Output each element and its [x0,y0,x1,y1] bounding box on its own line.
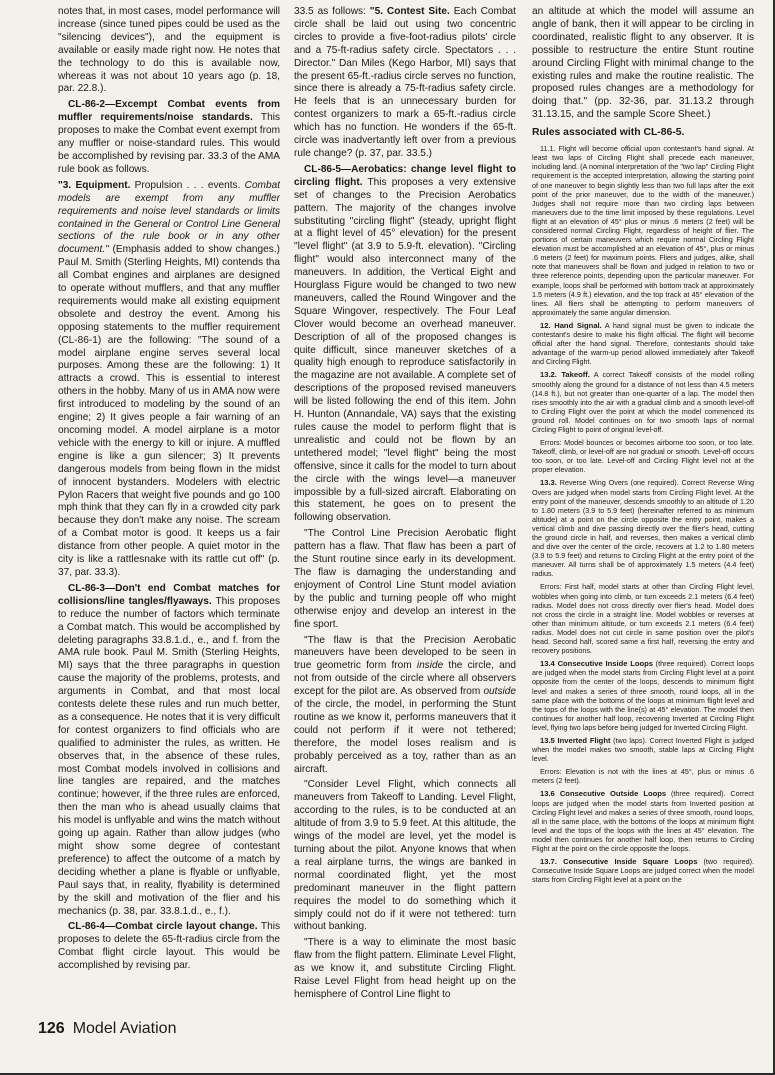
rule-heading: 13.6 Consecutive Outside Loops [540,789,667,799]
rule-item-cl-86-2 [58,99,280,176]
rule-heading: 13.7. Consecutive Inside Square Loops [540,857,698,867]
rule-text: This proposes a very extensive set of changes to the Precision Aerobatics pattern. The majority of the changes involve substituting "circling flight" (steady, upright flight at a flight level of 45° elevation) for the present "level flight" (at 3.9 to 5.9-ft. elevation). "Circling flight" would also interconnect many of the maneuvers. In addition, the Vertical Eight and Hourglass Figure would be changed to two new maneuvers, called the Round Wingover and the Square Wingover, respectively. The Four Leaf Clover would become an overhead maneuver. Description of all of the proposed changes is quite difficult, since maneuver sketches of a quality high enough to reproduce satisfactorily in the magazine are not available. A complete set of descriptions of the proposed revised maneuvers will be listed following the end of this item. John H. Hunton (Annandale, VA) says that the existing rules cause the model to perform flight that is unrealistic and could not be flown by an untethered model; "level flight" being the most offensive, since it calls for the model to turn about the circle with the wings level—a maneuver impossible by a full-sized aircraft. Elaborating on this statement, he goes on to present the following observation. [294,176,516,524]
rule-heading: 12. Hand Signal. [540,320,602,330]
rule-text: This proposes to reduce the number of factors which terminate a Combat match. This would be accomplished by deleting paragraphs 33.8.1.d., e., and f. from the AMA rule book. Paul M. Smith (Sterling Heights, MI) says that the three paragraphs in question cause the majority of the problems, protests, and arguments in Combat, and that most local contests delete these rules and run much better, as a consequence. He notes that it is very difficult for contest organizers to find officials who are qualified to administer the rules, as written. He observes that, in the absence of these rules, most Combat models involved in collisions and line tangles are repaired, and the matches continue; however, if the three rules are enforced, then the man who is ahead usually claims that his model is unflyable and wins the match without going up again. Rather than allow judges (who might show some degree of contestant preference) to affect the outcome of a match by deciding whether a plane is flyable or unflyable, Paul says that, in reality, flyability is determined by the skill and motivation of the flier and his mechanics (p. 38, par. 33.8.1.d., e., f.). [58,595,280,917]
quote-emphasis: outside [483,686,516,698]
rule-heading: 13.2. Takeoff. [540,370,590,380]
column-right [532,6,754,1040]
rule-13-2-errors: Errors: Model bounces or becomes airborne too soon, or too late. Takeoff, climb, or level-off are not gradual or smooth. Level-off occurs too soon, or too late. Level-off and Circling Flight level not at the proper elevation. [532,438,754,475]
rule-13-4 [532,659,754,732]
rule-heading: 13.5 Inverted Flight [540,735,611,745]
column-middle [294,6,516,1040]
rule-13-2 [532,370,754,434]
rule-text: (two laps). Correct Inverted Flight is judged when the model makes two smooth, stable laps at Circling Flight level. [532,735,754,764]
rule-quote [58,180,280,580]
rule-quote-heading: "5. Contest Site. [369,6,450,17]
quote-emphasis: inside [416,660,444,672]
quote-text: "The flaw is that the Precision Aerobatic maneuvers have been developed to be seen in true geometric form from [294,634,516,672]
rule-item-cl-86-3 [58,583,280,919]
magazine-title: Model Aviation [72,1020,177,1037]
rule-12 [532,321,754,366]
paragraph-text: Each Combat circle shall be laid out using two concentric circles to provide a five-foot-radius pilots' circle and a 75-ft-radius safety circle. Spectators . . . Director." Dan Miles (Kego Harbor, MI) says that the present 65-ft.-radius circle serves no function, since there is already a 75-ft-radius safety circle. He feels that is an unnecessary burden for contest organizers to mark a 65-ft.-radius circle which has no function. He wonders if the 65-ft. circle was inadvertantly left over from a previous rule change? (p. 37, par. 33.5.) [294,6,516,159]
rule-quote-emphasis: Combat models are exempt from any muffler requirements and noise level standards or limits contained in the General or Control Line General sections of the rule book or in any other document." [58,179,280,256]
rule-heading: CL-86-2—Excempt Combat events from muffler requirements/noise standards. [58,99,280,124]
rule-13-6 [532,789,754,853]
rule-quote-comment: (Emphasis added to show changes.) Paul M. Smith (Sterling Heights, MI) contends tha all Combat engines and airplanes are designed to operate without mufflers, and that any muffler requirements would make all existing equipment obsolete and destroy the event. Among his opposing statements to the muffler requirement (CL-86-1) are the following: "The sound of a model airplane engine serves several local purposes. Among these are the following: 1) It attracts a crowd. This is essential to interest others in the hobby. Many of us in AMA now were first introduced to modeling by the sound of an engine; 2) It gives people a fair warning of an oncoming model. A model airplane is a motor vehicle with the energy to kill or injure. A muffled engine is like a gun silencer; 3) It prevents dangerous models from being flown in the midst of innocent bystanders. Modelers with electric Pylon Racers that weight five pounds and go 100 mph think that they can fly in a crowded city park because they don't make any noise. The scream of a Combat motor is good. It keeps us a fair distance from other people. A quiet motor in the city is like a rattlesnake with its rattle cut off" (p. 37, par. 33.3). [58,244,280,578]
column-left [58,6,280,1010]
paragraph [294,6,516,161]
rule-heading: 13.4 Consecutive Inside Loops [540,659,654,669]
rule-text: (three required). Correct loops are judged when the model starts from Inverted position at Circling Flight level and makes a series of three smooth, round loops, all in the same place, with the bottoms of the loops at minimum flight level and the tops of the loops with the lines at 45° elevation. The model then continues for another half loop, then returns to Circling Flight at the point on the circle opposite the loops. [532,789,754,853]
rule-item-cl-86-5 [294,164,516,525]
rule-text: (two required). Consecutive Inside Square Loops are judged correct when the model starts from Circling Flight level at a point on the [532,857,754,885]
rule-text: A hand signal must be given to indicate the contestant's desire to make his flight official. The flight will become official after the hand signal. Therefore, contestants should take advantage of the warm-up period allowed immediately after Takeoff and Circling Flight. [532,320,754,367]
rule-heading: CL-86-3—Don't end Combat matches for collisions/line tangles/flyaways. [58,582,280,607]
rule-text: A correct Takeoff consists of the model rolling smoothly along the ground for a distance of not less than 4.5 meters (14.8 ft.), but not greater than one-quarter of a lap. The model then rises smoothly into the air with a gradual climb and a smooth level-off to Circling Flight over the point at which the model commenced its ground roll. Model continues on for two smooth laps of normal Circling Flight to point of original level-off. [532,370,754,434]
quote-paragraph: "There is a way to eliminate the most basic flaw from the flight pattern. Eliminate Level Flight, as we know it, and substitute Circling Flight. Raise Level Flight from head height up on the hemisphere of Control Line flight to [294,937,516,1000]
rule-13-5 [532,736,754,763]
rule-item-cl-86-4 [58,921,280,973]
rule-heading: 13.3. [540,478,557,488]
page-number: 126 [38,1020,65,1037]
rule-13-5-errors: Errors: Elevation is not with the lines at 45°, plus or minus .6 meters (2 feet). [532,767,754,786]
page-footer [38,1020,184,1038]
rule-11-1: 11.1. Flight will become official upon contestant's hand signal. At least two laps of Circling Flight shall precede each maneuver, including land. (A nominal interpretation of the "two lap" Circling Flight requirement is the accepted interpretation, allowing the starting point of one maneuver to begin slightly less than two full laps after the exit point of the prior maneuver, due to the width of the maneuver.) Judges shall not require more than two circling laps between maneuvers due to the time limit imposed by these regulations. Level flight at an elevation of 45° plus or minus .6 meters (2 feet) will be considered normal Circling Flight, regardless of height of flier. The portions of certain maneuvers which require normal Circling Flight elevation must be accomplished at an elevation of 45°, plus or minus .6 meters (2 feet) for maximum points. Fliers and judges, alike, shall note that maneuvers shall be flown and judged in relation to two or three reference points, depending upon the particular maneuver. For example, loops shall be performed with bottom track at approximately 1.5 meters (4.9 ft.) elevation, and the top track at 45° elevation of the lines. All fliers shall be attempting to perform maneuvers of approximately the same angular dimension. [532,144,754,317]
quote-text: the circle, and not from outside of the circle where all observers except for the pilot are. As observed from [294,660,516,698]
rule-heading: CL-86-5—Aerobatics: change level flight to circling flight. [294,163,516,188]
paragraph-text: 33.5 as follows: [294,6,370,17]
rule-text: (three required). Correct loops are judged when the model starts from Circling Flight level at a point opposite from the center of the loops, descends to minimum flight level and makes a series of three smooth, round loops, all in the same place with the bottoms of the loops at minimum flight level and the tops of the loops with the line(s) at 45° elevation. The model then continues for another half loop, recovering Inverted at Circling Flight level, flying two laps before being judged for Inverted Circling Flight. [532,659,754,732]
rule-13-7 [532,857,754,884]
paragraph: an altitude at which the model will assume an angle of bank, then it will appear to be circling in coordinated, realistic flight to any observer. It is possible to restructure the entire Stunt routine around Circling Flight with minimal change to the existing rules and make the routine realistic. The proposed rules changes are a methodology for doing that." (pp. 32-36, par. 31.13.2 through 31.13.15, and the sample Score Sheet.) [532,6,754,121]
rule-text: This proposes to delete the 65-ft-radius circle from the Combat flight circle layout. This would be accomplished by revising par. [58,921,280,972]
quote-paragraph: "The Control Line Precision Aerobatic flight pattern has a flaw. That flaw has been a part of the Stunt routine since early in its development. The flaw is damaging the understanding and enjoyment of Control Line Stunt model aviation by the public and turning people off who might otherwise enjoy and develop an interest in the fine sport. [294,528,516,630]
rule-13-3-errors: Errors: First half, model starts at other than Circling Flight level, wobbles when going into climb, or turn exceeds 2.1 meters (6.4 feet) radius. Model does not cross directly over flier's head. Model does not cross the circle in a straight line. Model wobbles or reverses at other than minimum altitude, or turn exceeds 2.1 meters (6.4 feet) radius. Model does not cut circle in same position over the pilot's head. Second half, scored same a first half, reversing the entry and recovery positions. [532,582,754,656]
rule-text: Reverse Wing Overs (one required). Correct Reverse Wing Overs are judged when model starts from Circling Flight level. At the entry point of the maneuver, descends smoothly to an altitude of 1.20 to 1.80 meters (3.9 to 5.9 feet) (hereinafter referred to as minimum altitude) at a point on the circle opposite the entry point, makes a vertical climb and dive passing directly over the flier's head, cutting the ground circle in half, and reverses, then makes a vertical climb and dive over the center of the circle, recovers at 1.2 to 1.80 meters (3.9 to 5.9 feet) and returns to Circling Flight at the entry point of the maneuver. All turns shall be of approximately 1.5 meters (4.4 feet) radius. [532,478,754,579]
rule-quote-heading: "3. Equipment. [58,179,131,191]
section-title: Rules associated with CL-86-5. [532,127,685,139]
quote-text: of the circle, the model, in performing the Stunt routine as we know it, performs maneuvers that it could not perform if it were not tethered; therefore, the model loses realism and is probably perceived as a toy, rather than as an aircraft. [294,699,516,775]
rule-quote-text: Propulsion . . . events. [130,179,245,191]
quote-paragraph: "Consider Level Flight, which connects all maneuvers from Takeoff to Landing. Level Flight, according to the rules, is to be conducted at an altitude of from 3.9 to 5.9 feet. At this altitude, the wings of the model are level, yet the model is turning about the pilot. Anyone knows that when a real airplane turns, the wings are banked in normal coordinated flight, yet the most predominant maneuver in the flight pattern requires the model to do something which it simply could not do if it were not tethered: turn without banking. [294,779,516,933]
rule-text: This proposes to make the Combat event exempt from any muffler or noise-standard rules. This would be accomplished by revising par. 33.3 of the AMA rule book as follows. [58,112,280,175]
quote-paragraph [294,635,516,777]
paragraph: notes that, in most cases, model performance will increase (since tuned pipes could be used as the "silencing devices"), and the equipment is available or easily made right now. He notes that the technology to do this is available now, whereas it was not about 10 years ago (p. 18, par. 22.8.). [58,6,280,95]
rule-heading: CL-86-4—Combat circle layout change. [68,921,258,933]
rule-13-3 [532,478,754,578]
